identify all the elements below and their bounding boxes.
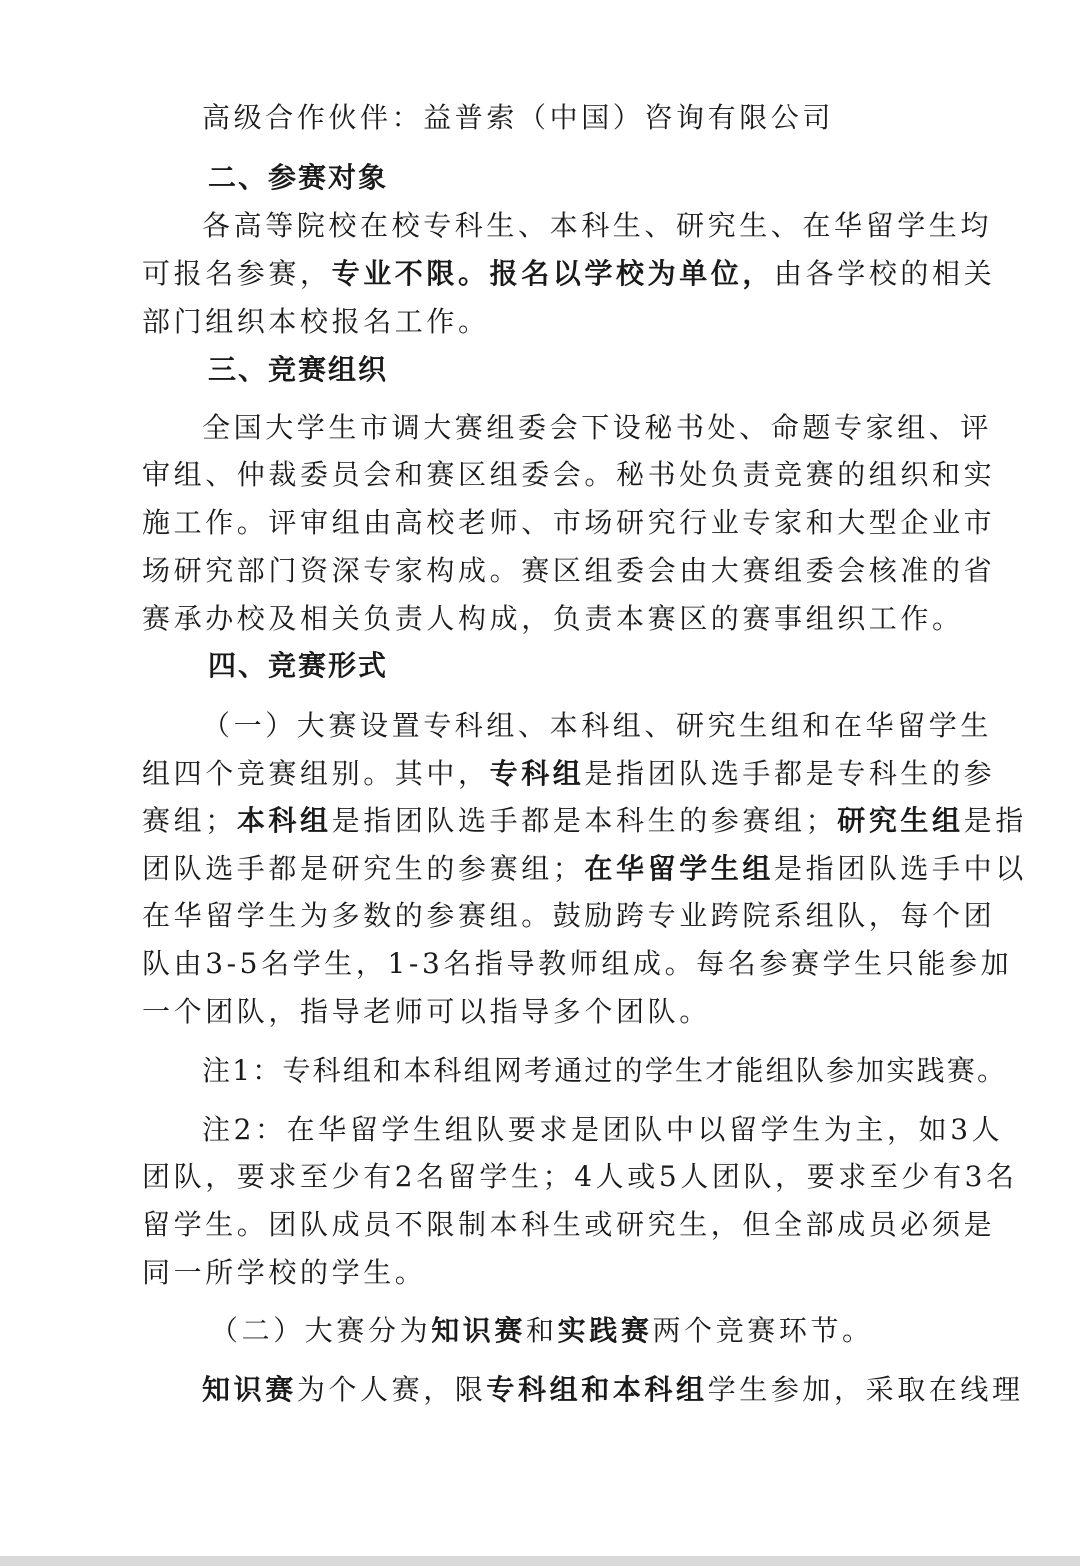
bold-text-run: 在华留学生组 (584, 852, 775, 885)
text-run: 学生参加，采取在线理 (707, 1373, 1024, 1406)
paragraph-line: 部门组织本校报名工作。 (142, 305, 490, 338)
bold-text-run: 研究生组 (837, 804, 964, 837)
bold-text-run: 专科组 (489, 757, 585, 790)
paragraph-line (210, 1313, 874, 1349)
paragraph-line: 在华留学生为多数的参赛组。鼓励跨专业跨院系组队，每个团 (142, 899, 996, 932)
note-2-line: 注2：在华留学生组队要求是团队中以留学生为主，如3人 (202, 1113, 1004, 1146)
bold-text-run: 专科组和本科组 (486, 1373, 708, 1406)
paragraph-line: （一）大赛设置专科组、本科组、研究生组和在华留学生 (202, 709, 993, 742)
note-1: 注1：专科组和本科组网考通过的学生才能组队参加实践赛。 (202, 1054, 1008, 1087)
text-run: 和 (526, 1314, 558, 1347)
partner-line: 高级合作伙伴：益普索（中国）咨询有限公司 (202, 101, 835, 134)
paragraph-line: 各高等院校在校专科生、本科生、研究生、在华留学生均 (202, 209, 993, 242)
text-run: 组四个竞赛组别。其中， (142, 757, 490, 790)
note-2-line: 同一所学校的学生。 (142, 1256, 427, 1289)
text-run: 是指 (963, 804, 1027, 837)
paragraph-line (142, 803, 1027, 839)
bold-text-run: 本科组 (236, 804, 332, 837)
text-run: （二）大赛分为 (210, 1314, 432, 1347)
bold-text-run: 知识赛 (202, 1373, 297, 1406)
page-bottom-edge (0, 1556, 1080, 1566)
text-run: 是指团队选手都是本科生的参赛组； (331, 804, 838, 837)
text-run: 赛组； (142, 804, 237, 837)
paragraph-line: 场研究部门资深专家构成。赛区组委会由大赛组委会核准的省 (142, 554, 996, 587)
note-2-line: 留学生。团队成员不限制本科生或研究生，但全部成员必须是 (142, 1208, 996, 1241)
paragraph-line (202, 1372, 1024, 1408)
paragraph-line: 全国大学生市调大赛组委会下设秘书处、命题专家组、评 (202, 411, 993, 444)
paragraph-line: 队由3-5名学生，1-3名指导教师组成。每名参赛学生只能参加 (142, 947, 1013, 980)
bold-text-run: 实践赛 (557, 1314, 653, 1347)
text-run: 是指团队选手中以 (774, 852, 1027, 885)
bold-text-run: 专业不限。报名以学校为单位， (331, 257, 775, 290)
text-run: 是指团队选手都是专科生的参 (584, 757, 996, 790)
paragraph-line: 施工作。评审组由高校老师、市场研究行业专家和大型企业市 (142, 506, 996, 539)
paragraph-line (142, 256, 995, 292)
text-run: 团队选手都是研究生的参赛组； (142, 852, 585, 885)
text-run: 为个人赛，限 (296, 1373, 487, 1406)
text-run: 可报名参赛， (142, 257, 332, 290)
section-heading-organization: 三、竞赛组织 (208, 353, 389, 386)
note-2-line: 团队，要求至少有2名留学生；4人或5人团队，要求至少有3名 (142, 1160, 1018, 1193)
paragraph-line: 一个团队，指导老师可以指导多个团队。 (142, 995, 711, 1028)
paragraph-line: 审组、仲裁委员会和赛区组委会。秘书处负责竞赛的组织和实 (142, 458, 996, 491)
section-heading-format: 四、竞赛形式 (208, 649, 389, 682)
paragraph-line: 赛承办校及相关负责人构成，负责本赛区的赛事组织工作。 (142, 602, 964, 635)
paragraph-line (142, 851, 1027, 887)
bold-text-run: 知识赛 (431, 1314, 527, 1347)
paragraph-line (142, 756, 995, 792)
text-run: 两个竞赛环节。 (652, 1314, 874, 1347)
text-run: 由各学校的相关 (774, 257, 996, 290)
section-heading-participants: 二、参赛对象 (208, 161, 389, 194)
